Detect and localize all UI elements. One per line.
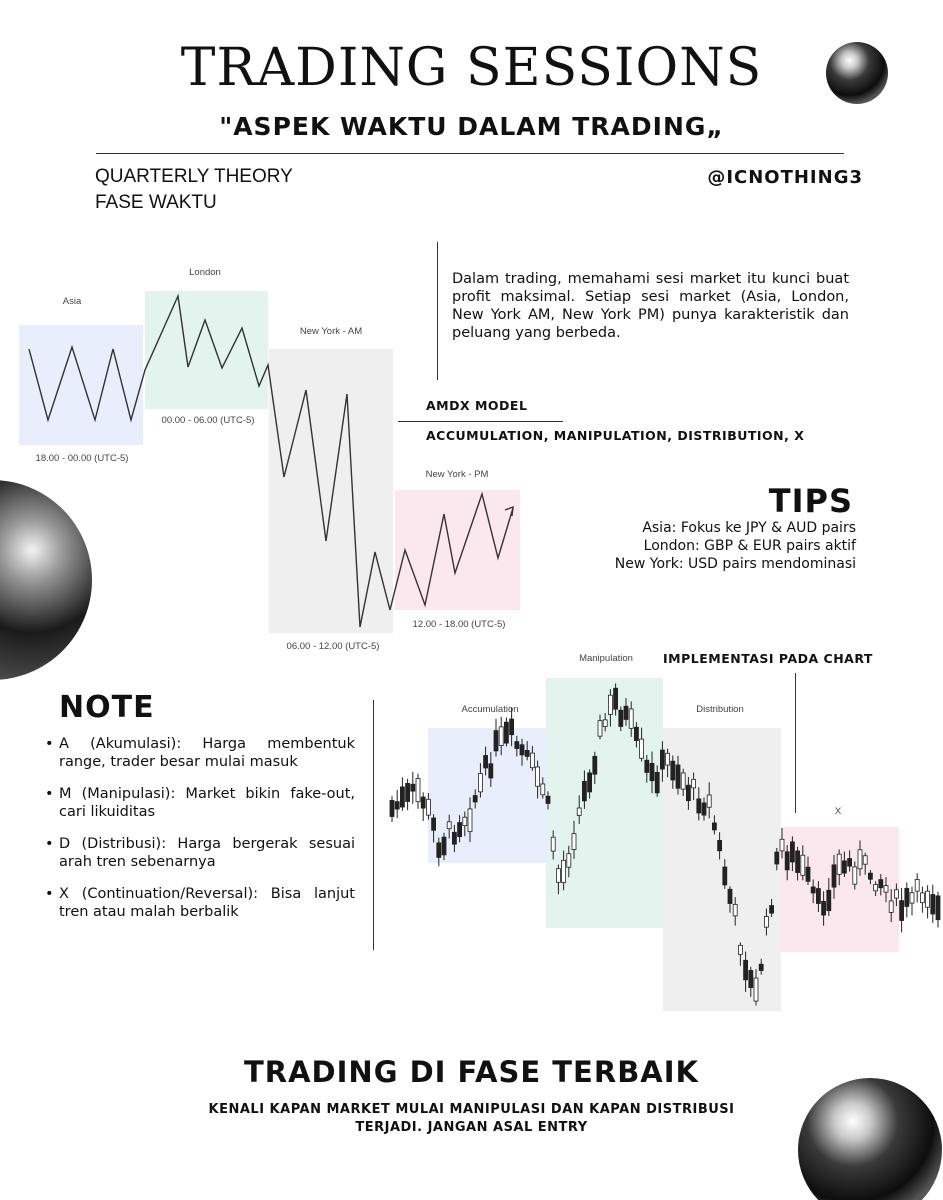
candle-body [801,855,805,875]
candle-body [764,917,768,928]
note-item: • M (Manipulasi): Market bikin fake-out, cari likuiditas [45,785,355,821]
candle-body [541,784,545,795]
phase-label-x: X [834,806,842,817]
topic-line-1: QUARTERLY THEORY [95,166,293,187]
candle-body [619,710,623,726]
candle-body [915,879,919,891]
footer-line-1: KENALI KAPAN MARKET MULAI MANIPULASI DAN KAPAN DISTRIBUSI [208,1102,735,1117]
candle-body [718,840,722,850]
candle-body [556,869,560,883]
intro-text: Dalam trading, memahami sesi market itu kunci buat profit maksimal. Setiap sesi market (Asia, London, New York AM, New York PM) punya karakteristik dan peluang yang berbeda. [452,271,849,341]
candle-body [811,887,815,893]
candle-body [416,779,420,802]
candle-body [697,799,701,813]
candle-body [738,945,742,954]
intro-divider [437,242,438,380]
candle-body [863,856,867,864]
note-divider [373,700,374,950]
candle-body [520,745,524,755]
candle-body [484,755,488,767]
footer-line-2: TERJADI. JANGAN ASAL ENTRY [355,1120,588,1135]
candle-body [868,873,872,879]
candle-body [879,880,883,888]
candle-body [744,960,748,980]
candle-body [733,904,737,915]
candle-body [603,720,607,727]
tip-item: Asia: Fokus ke JPY & AUD pairs [642,520,856,536]
session-label-ny-pm: New York - PM [425,469,489,480]
author-handle: @ICNOTHING3 [707,167,863,188]
candle-body [686,785,690,800]
note-item: • D (Distribusi): Harga bergerak sesuai arah tren sebenarnya [45,835,355,871]
candle-body [478,774,482,792]
candle-body [608,695,612,714]
note-item: • A (Akumulasi): Harga membentuk range, trader besar mulai masuk [45,735,355,771]
candle-body [827,890,831,910]
amdx-detail: ACCUMULATION, MANIPULATION, DISTRIBUTION, X [426,428,805,443]
candle-body [614,688,618,709]
candle-body [905,888,909,906]
tips-list [615,519,856,573]
candle-body [723,867,727,885]
candle-body [650,763,654,780]
candle-body [395,802,399,809]
candle-body [796,851,800,873]
candle-body [562,860,566,882]
candle-body [468,809,472,832]
candle-body [634,727,638,740]
candle-body [780,839,784,851]
session-time-london: 00.00 - 06.00 (UTC-5) [161,415,255,426]
candle-body [837,854,841,874]
footer-heading: TRADING DI FASE TERBAIK [244,1055,699,1089]
candle-body [660,750,664,769]
session-box-ny-pm [395,490,520,610]
candle-body [676,765,680,788]
candle-body [426,799,430,815]
candle-body [593,756,597,774]
note-list [45,735,355,935]
candle-body [707,795,711,807]
session-box-asia [19,325,143,445]
candle-body [754,978,758,1001]
candle-body [494,731,498,751]
candle-body [546,796,550,803]
candle-body [421,797,425,808]
candle-body [759,964,763,970]
candle-body [515,742,519,749]
candle-body [926,891,930,907]
candle-body [525,750,529,756]
candle-body [442,837,446,855]
amdx-heading: AMDX MODEL [426,398,528,413]
candle-body [489,764,493,778]
candle-body [770,906,774,914]
candle-body [499,727,503,746]
candle-body [452,832,456,844]
session-label-asia: Asia [62,296,82,307]
page-subtitle: "ASPEK WAKTU DALAM TRADING„ [219,112,724,141]
candle-body [645,760,649,772]
candle-body [432,818,436,830]
note-heading: NOTE [59,690,155,725]
footer-subtext [130,1101,813,1137]
topic-line-2: FASE WAKTU [95,192,217,213]
page-title: TRADING SESSIONS [180,38,763,98]
candle-body [666,753,670,765]
candle-body [400,787,404,807]
candle-body [936,896,940,920]
candle-body [790,842,794,862]
candle-body [712,823,716,830]
session-label-ny-am: New York - AM [299,326,363,337]
candle-body [728,889,732,903]
candle-body [463,817,467,825]
phase-label-accumulation: Accumulation [461,704,519,715]
candle-body [577,808,581,815]
note-item: • X (Continuation/Reversal): Bisa lanjut tren atau malah berbalik [45,885,355,921]
candle-body [702,803,706,815]
candle-body [889,901,893,912]
candle-body [749,970,753,987]
candle-body [572,834,576,850]
session-label-london: London [189,267,221,278]
candle-body [530,753,534,768]
candle-body [920,893,924,903]
candle-body [458,823,462,837]
candle-body [842,861,846,873]
candle-body [551,837,555,851]
candle-body [822,901,826,915]
amdx-divider [398,421,563,422]
candle-body [411,784,415,791]
candle-body [598,721,602,736]
candle-body [910,893,914,903]
session-box-london [145,291,268,409]
candle-body [806,867,810,881]
candle-body [655,772,659,792]
candle-body [931,895,935,914]
tip-item: New York: USD pairs mendominasi [614,556,856,572]
candle-body [504,722,508,743]
phase-label-manipulation: Manipulation [579,653,633,664]
candle-body [588,773,592,792]
candle-body [785,852,789,870]
candle-body [832,865,836,887]
candle-body [894,890,898,898]
candle-body [816,889,820,904]
session-box-ny-am [269,349,393,633]
session-time-asia: 18.00 - 00.00 (UTC-5) [35,453,129,464]
candle-body [629,709,633,728]
candle-body [406,783,410,801]
session-time-ny-am: 06.00 - 12.00 (UTC-5) [286,641,380,652]
candle-body [473,796,477,802]
header-divider [96,153,844,154]
candle-body [775,852,779,864]
session-time-ny-pm: 12.00 - 18.00 (UTC-5) [412,619,506,630]
candle-body [858,850,862,869]
phase-label-distribution: Distribution [696,704,744,715]
candle-body [437,843,441,857]
tips-heading: TIPS [768,482,853,520]
candle-body [624,706,628,719]
candle-body [640,739,644,758]
candle-body [582,781,586,801]
candle-body [567,854,571,867]
candle-body [692,779,696,788]
candle-body [681,773,685,789]
candle-body [447,822,451,829]
candle-body [900,901,904,921]
candle-body [853,867,857,884]
candle-body [510,719,514,735]
candle-body [874,885,878,891]
candle-body [671,761,675,780]
amdx-candlestick-chart [380,640,943,1020]
candle-body [884,886,888,893]
phase-box-manipulation [546,678,663,928]
candle-body [390,800,394,816]
tip-item: London: GBP & EUR pairs aktif [643,538,856,554]
implementation-heading: IMPLEMENTASI PADA CHART [663,651,873,666]
candle-body [536,767,540,786]
candle-body [848,859,852,867]
sphere-bottom-right [798,1078,942,1200]
